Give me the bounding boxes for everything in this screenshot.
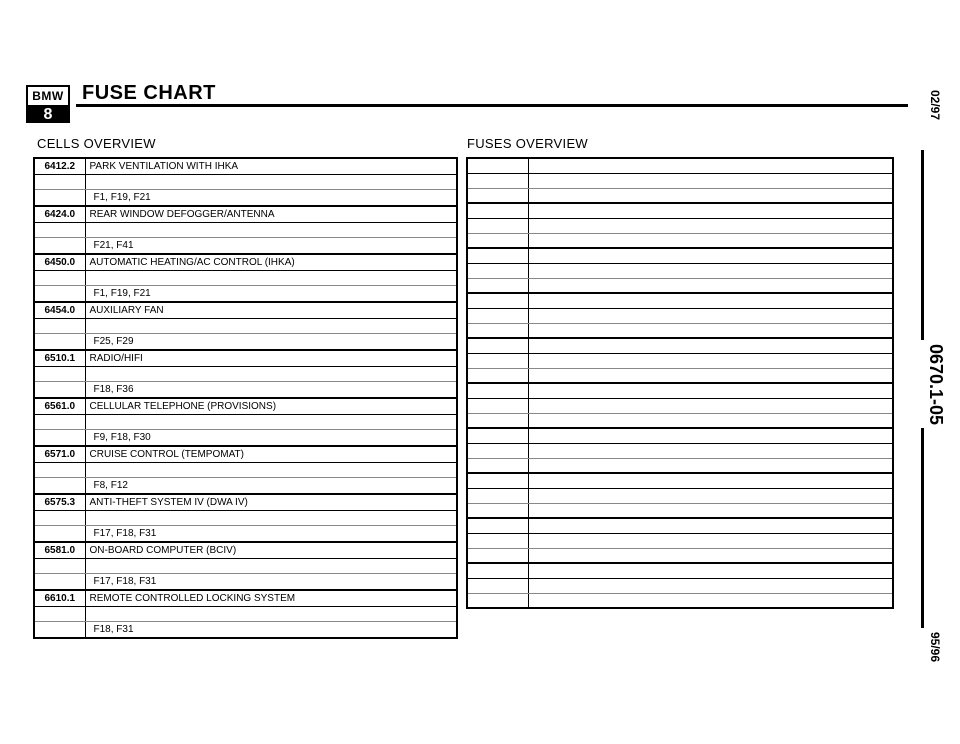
cell-entry-row bbox=[34, 350, 457, 367]
cell-entry-row bbox=[34, 542, 457, 559]
fuse-blank-row bbox=[467, 278, 893, 293]
cell-fuses: F25, F29 bbox=[85, 334, 457, 351]
cell-fuses-row bbox=[34, 334, 457, 351]
cell-fuses: F18, F36 bbox=[85, 382, 457, 399]
cell-entry-row bbox=[34, 158, 457, 175]
fuse-blank-row bbox=[467, 488, 893, 503]
fuse-blank-row bbox=[467, 428, 893, 443]
logo-text: BMW bbox=[28, 87, 68, 107]
cells-overview-label: CELLS OVERVIEW bbox=[37, 136, 156, 151]
cell-code: 6561.0 bbox=[34, 398, 85, 415]
fuse-blank-row bbox=[467, 443, 893, 458]
cell-code: 6412.2 bbox=[34, 158, 85, 175]
fuse-blank-row bbox=[467, 368, 893, 383]
cell-code: 6424.0 bbox=[34, 206, 85, 223]
cell-name: CRUISE CONTROL (TEMPOMAT) bbox=[85, 446, 457, 463]
fuse-blank-row bbox=[467, 173, 893, 188]
margin-rule-top bbox=[921, 150, 924, 340]
cell-spacer-row bbox=[34, 463, 457, 478]
cell-spacer-row bbox=[34, 223, 457, 238]
cell-code: 6575.3 bbox=[34, 494, 85, 511]
fuse-blank-row bbox=[467, 353, 893, 368]
fuse-blank-row bbox=[467, 323, 893, 338]
cell-name: AUTOMATIC HEATING/AC CONTROL (IHKA) bbox=[85, 254, 457, 271]
cell-name: RADIO/HIFI bbox=[85, 350, 457, 367]
cell-entry-row bbox=[34, 398, 457, 415]
fuses-table bbox=[466, 157, 894, 609]
cell-spacer-row bbox=[34, 415, 457, 430]
fuse-blank-row bbox=[467, 458, 893, 473]
cell-fuses: F1, F19, F21 bbox=[85, 286, 457, 303]
cell-fuses: F18, F31 bbox=[85, 622, 457, 639]
document-number: 0670.1-05 bbox=[926, 344, 946, 426]
bmw-logo bbox=[26, 85, 70, 123]
cell-fuses-row bbox=[34, 478, 457, 495]
fuse-blank-row bbox=[467, 548, 893, 563]
cell-fuses-row bbox=[34, 526, 457, 543]
fuse-blank-row bbox=[467, 413, 893, 428]
cell-entry-row bbox=[34, 494, 457, 511]
fuse-blank-row bbox=[467, 473, 893, 488]
fuse-blank-row bbox=[467, 533, 893, 548]
cell-code: 6450.0 bbox=[34, 254, 85, 271]
cell-name: AUXILIARY FAN bbox=[85, 302, 457, 319]
fuse-blank-row bbox=[467, 518, 893, 533]
fuse-blank-row bbox=[467, 248, 893, 263]
cell-entry-row bbox=[34, 446, 457, 463]
cell-fuses: F21, F41 bbox=[85, 238, 457, 255]
fuse-blank-row bbox=[467, 293, 893, 308]
cell-name: PARK VENTILATION WITH IHKA bbox=[85, 158, 457, 175]
fuse-blank-row bbox=[467, 263, 893, 278]
fuse-blank-row bbox=[467, 218, 893, 233]
cell-fuses-row bbox=[34, 382, 457, 399]
title-rule bbox=[76, 104, 908, 107]
cell-entry-row bbox=[34, 590, 457, 607]
cell-name: REAR WINDOW DEFOGGER/ANTENNA bbox=[85, 206, 457, 223]
cell-name: ANTI-THEFT SYSTEM IV (DWA IV) bbox=[85, 494, 457, 511]
fuse-blank-row bbox=[467, 578, 893, 593]
fuse-blank-row bbox=[467, 398, 893, 413]
cell-entry-row bbox=[34, 254, 457, 271]
cell-code: 6454.0 bbox=[34, 302, 85, 319]
fuse-blank-row bbox=[467, 233, 893, 248]
cell-code: 6581.0 bbox=[34, 542, 85, 559]
cell-code: 6571.0 bbox=[34, 446, 85, 463]
cell-spacer-row bbox=[34, 319, 457, 334]
cell-fuses: F1, F19, F21 bbox=[85, 190, 457, 207]
cells-table bbox=[33, 157, 458, 639]
cell-fuses: F8, F12 bbox=[85, 478, 457, 495]
fuse-blank-row bbox=[467, 188, 893, 203]
cell-fuses-row bbox=[34, 238, 457, 255]
cell-fuses: F17, F18, F31 bbox=[85, 526, 457, 543]
cell-fuses-row bbox=[34, 622, 457, 639]
fuse-blank-row bbox=[467, 203, 893, 218]
fuse-blank-row bbox=[467, 593, 893, 608]
fuse-blank-row bbox=[467, 383, 893, 398]
fuse-blank-row bbox=[467, 503, 893, 518]
margin-rule-bottom bbox=[921, 428, 924, 628]
cell-fuses: F9, F18, F30 bbox=[85, 430, 457, 447]
cell-spacer-row bbox=[34, 271, 457, 286]
page-title: FUSE CHART bbox=[82, 82, 216, 104]
cell-spacer-row bbox=[34, 175, 457, 190]
cell-code: 6610.1 bbox=[34, 590, 85, 607]
cell-name: REMOTE CONTROLLED LOCKING SYSTEM bbox=[85, 590, 457, 607]
logo-series: 8 bbox=[28, 107, 68, 123]
cell-fuses-row bbox=[34, 574, 457, 591]
cell-spacer-row bbox=[34, 559, 457, 574]
cell-fuses-row bbox=[34, 430, 457, 447]
fuse-blank-row bbox=[467, 563, 893, 578]
cell-fuses-row bbox=[34, 190, 457, 207]
cell-code: 6510.1 bbox=[34, 350, 85, 367]
cell-entry-row bbox=[34, 206, 457, 223]
cell-spacer-row bbox=[34, 607, 457, 622]
cell-spacer-row bbox=[34, 367, 457, 382]
fuse-blank-row bbox=[467, 308, 893, 323]
cell-fuses-row bbox=[34, 286, 457, 303]
fuse-blank-row bbox=[467, 158, 893, 173]
cell-name: ON-BOARD COMPUTER (BCIV) bbox=[85, 542, 457, 559]
cell-name: CELLULAR TELEPHONE (PROVISIONS) bbox=[85, 398, 457, 415]
date-bottom: 95/96 bbox=[928, 632, 942, 663]
cell-spacer-row bbox=[34, 511, 457, 526]
date-top: 02/97 bbox=[928, 90, 942, 121]
cell-entry-row bbox=[34, 302, 457, 319]
fuse-blank-row bbox=[467, 338, 893, 353]
fuses-overview-label: FUSES OVERVIEW bbox=[467, 136, 588, 151]
cell-fuses: F17, F18, F31 bbox=[85, 574, 457, 591]
